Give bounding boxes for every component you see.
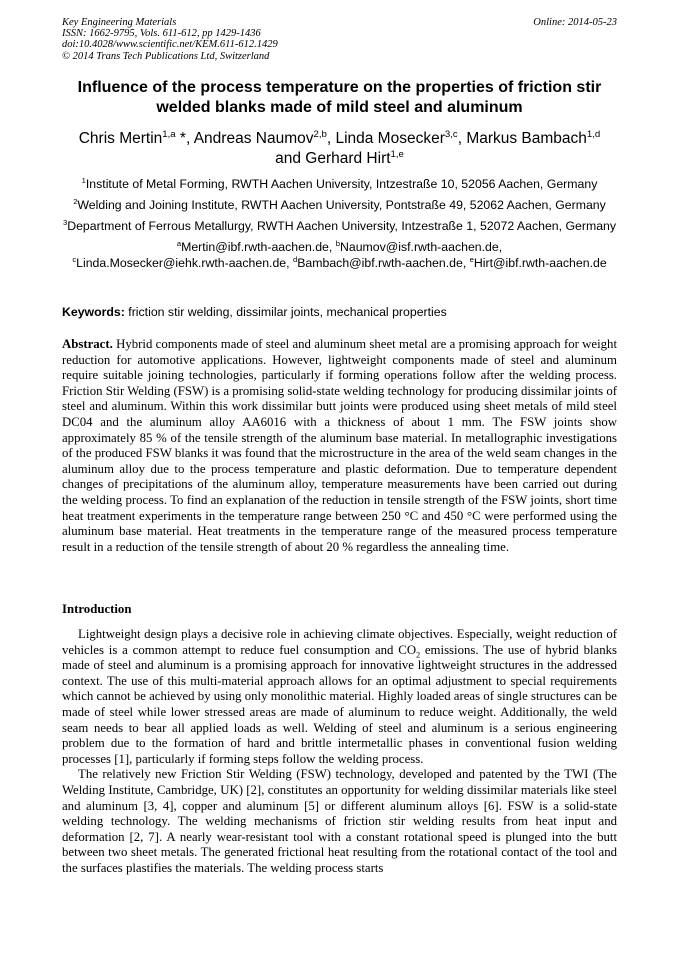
email-link[interactable]: Linda.Mosecker@iehk.rwth-aachen.de,: [76, 256, 293, 270]
introduction-body: [62, 627, 617, 877]
issn-line: ISSN: 1662-9795, Vols. 611-612, pp 1429-1436: [62, 28, 261, 40]
email-link[interactable]: Bambach@ibf.rwth-aachen.de,: [297, 256, 470, 270]
keywords-text: friction stir welding, dissimilar joints, mechanical properties: [124, 305, 447, 319]
keywords: [62, 304, 617, 320]
author-emails: $^a$Mertin@ibf.rwth-aachen.de, $^b$Naumov@isf.rwth-aachen.de, $^c$Linda.Mosecker@iehk.rwth-aachen.de, $^d$Bambach@ibf.rwth-aachen.de, $^e$Hirt@ibf.rwth-aachen.de: [72, 238, 607, 270]
title-line-2: welded blanks made of mild steel and aluminum: [156, 99, 523, 116]
online-date: Online: 2014-05-23: [533, 17, 617, 28]
affiliation-1: $^1$Institute of Metal Forming, RWTH Aachen University, Intzestraße 10, 52056 Aachen, Germany: [81, 175, 598, 191]
paragraph: Lightweight design plays a decisive role in achieving climate objectives. Especially, weight reduction of vehicles is a common attempt to reduce fuel consumption and $CO_2$ emissions. The use of hybrid blanks made of steel and aluminum is a promising approach for innovative lightweight structures in the addressed context. The use of this multi-material approach allows for an optimal adjustment to special requirements which cannot be achieved by using only monolithic material. Highly loaded areas of single structures can be made of steel while lower stressed areas are made of aluminum to reduce weight. Additionally, the weld seam needs to bear all applied loads as well. Welding of steel and aluminum is a serious engineering problem due to the formation of hard and brittle intermetallic phases in conventional fusion welding processes [1], particularly if forming steps follow the welding process.: [62, 627, 617, 766]
author-name: Chris Mertin: [78, 130, 163, 147]
author-list: [62, 129, 617, 169]
abstract-label: Abstract.: [62, 337, 113, 351]
author-line-1: Chris Mertin$^{1,a}$ *, Andreas Naumov$^{2,b}$, Linda Mosecker$^{3,c}$, Markus Bambach$^{1,d}$: [78, 128, 601, 147]
affiliation-2: $^2$Welding and Joining Institute, RWTH Aachen University, Pontstraße 49, 52062 Aachen, Germany: [73, 196, 606, 212]
copyright-line: © 2014 Trans Tech Publications Ltd, Switzerland: [62, 50, 270, 62]
journal-name: Key Engineering Materials: [62, 17, 177, 28]
author-name: Linda Mosecker: [335, 130, 445, 147]
author-name: and Gerhard Hirt: [275, 150, 391, 167]
email-link[interactable]: Naumov@isf.rwth-aachen.de,: [339, 240, 503, 254]
author-name: Andreas Naumov: [193, 130, 314, 147]
affiliations: [62, 176, 617, 276]
abstract-text: Hybrid components made of steel and aluminum sheet metal are a promising approach for weight reduction for automotive applications. However, lightweight components made of steel and aluminum require suitable joining technologies, particularly if forming operations follow after the welding process. Friction Stir Welding (FSW) is a promising solid-state welding technology for producing dissimilar joints of steel and aluminum. Within this work dissimilar butt joints were produced using sheet metals of mild steel DC04 and the aluminum alloy AA6016 with a thickness of about 1 mm. The FSW joints show approximately 85 % of the tensile strength of the aluminum base material. In metallographic investigations of the produced FSW blanks it was found that the microstructure in the area of the weld seam changes in the aluminum alloy due to the process temperature and plastic deformation. Due to temperature dependent changes of precipitations of the aluminum alloy, temperature measurements have been carried out during the welding process. To find an explanation of the reduction in tensile strength of the FSW joints, short time heat treatment experiments in the temperature range between 250 °C and 450 °C were performed using the aluminum base material. Heat treatments in the temperature range of the measured process temperature result in a reduction of the tensile strength of about 20 % regardless the annealing time.: [62, 337, 617, 554]
paper-title: [62, 78, 617, 118]
section-heading-introduction: Introduction: [62, 602, 132, 616]
abstract: [62, 337, 617, 555]
doi-line: doi:10.4028/www.scientific.net/KEM.611-612.1429: [62, 39, 278, 51]
title-line-1: Influence of the process temperature on the properties of friction stir: [77, 79, 602, 96]
email-link[interactable]: Mertin@ibf.rwth-aachen.de,: [181, 240, 336, 254]
author-line-2: and Gerhard Hirt$^{1,e}$: [275, 148, 404, 167]
journal-header: [62, 17, 617, 62]
affiliation-3: $^3$Department of Ferrous Metallurgy, RWTH Aachen University, Intzestraße 1, 52072 Aachen, Germany: [62, 217, 617, 233]
author-name: Markus Bambach: [466, 130, 587, 147]
paragraph: The relatively new Friction Stir Welding (FSW) technology, developed and patented by the TWI (The Welding Institute, Cambridge, UK) [2], constitutes an opportunity for welding dissimilar materials like steel and aluminum [3, 4], copper and aluminum [5] or different aluminum alloys [6]. FSW is a solid-state welding technology. The welding mechanisms of friction stir welding results from heat input and deformation [2, 7]. A nearly wear-resistant tool with a constant rotational speed is plunged into the butt between two sheet metals. The generated frictional heat resulting from the rotational contact of the tool and the surfaces plastifies the materials. The welding process starts: [62, 767, 617, 875]
email-link[interactable]: Hirt@ibf.rwth-aachen.de: [473, 256, 607, 270]
keywords-label: Keywords:: [62, 305, 125, 319]
